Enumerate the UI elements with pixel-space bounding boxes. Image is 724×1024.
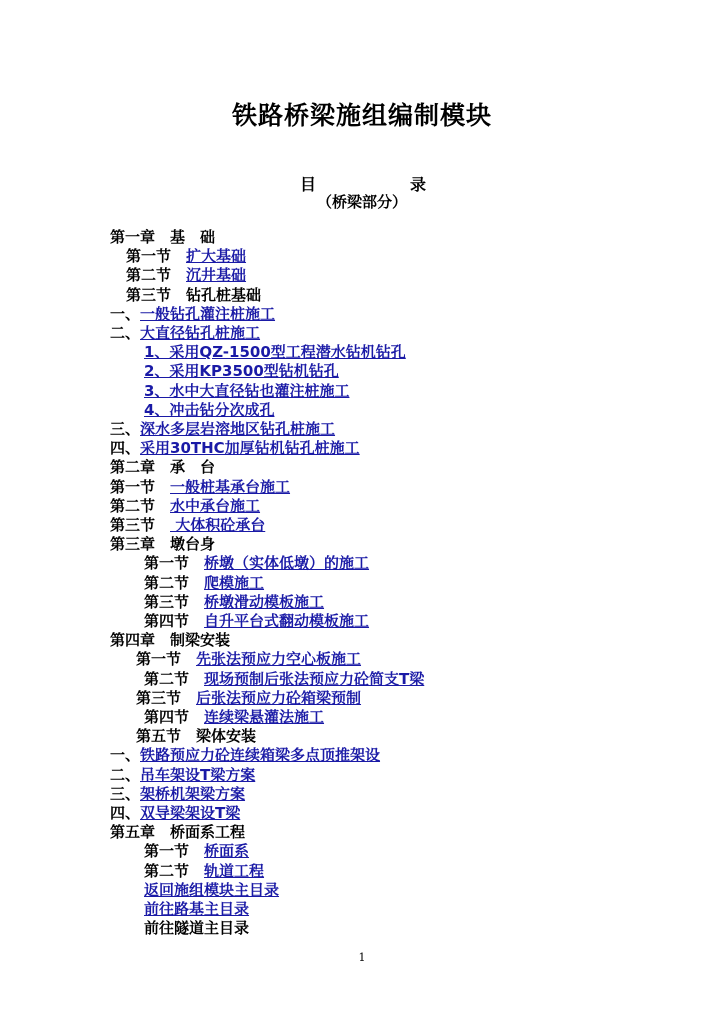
toc-entry[interactable] bbox=[144, 382, 349, 401]
toc-entry bbox=[110, 228, 215, 247]
toc-entry-link[interactable]: 4、冲击钻分次成孔 bbox=[144, 400, 275, 419]
toc-entry-link[interactable]: 自升平台式翻动模板施工 bbox=[204, 612, 370, 630]
toc-entry-prefix: 第二节 bbox=[144, 573, 205, 592]
document-title: 铁路桥梁施组编制模块 bbox=[231, 101, 492, 130]
toc-entry-prefix: 第二章 承 台 bbox=[110, 458, 216, 477]
toc-entry-prefix: 第三节 bbox=[144, 592, 205, 611]
toc-entry[interactable] bbox=[144, 862, 264, 881]
toc-entry[interactable] bbox=[144, 612, 369, 631]
toc-entry-link[interactable]: 桥墩滑动模板施工 bbox=[204, 592, 325, 611]
toc-entry bbox=[110, 458, 215, 477]
toc-entry-link[interactable]: 桥墩（实体低墩）的施工 bbox=[204, 554, 370, 573]
toc-entry-prefix: 第四章 制梁安装 bbox=[110, 631, 231, 650]
toc-entry-label: 前往隧道主目录 bbox=[144, 919, 250, 938]
toc-entry-prefix: 第二节 bbox=[144, 669, 205, 688]
toc-entry[interactable] bbox=[144, 362, 339, 381]
toc-entry-link[interactable]: 扩大基础 bbox=[186, 247, 247, 266]
toc-entry[interactable] bbox=[144, 900, 249, 919]
toc-entry-link[interactable]: 桥面系 bbox=[204, 842, 250, 861]
toc-entry bbox=[110, 631, 230, 650]
toc-entry-prefix: 第一节 bbox=[144, 842, 205, 861]
toc-entry[interactable] bbox=[144, 554, 369, 573]
toc-subtitle: （桥梁部分） bbox=[316, 193, 407, 211]
toc-entry[interactable] bbox=[110, 516, 265, 535]
toc-entry[interactable] bbox=[110, 497, 260, 516]
toc-entry[interactable] bbox=[144, 343, 406, 362]
toc-entry-link[interactable]: 前往路基主目录 bbox=[144, 900, 250, 918]
toc-entry-link[interactable]: 深水多层岩溶地区钻孔桩施工 bbox=[140, 420, 336, 438]
toc-entry-prefix: 第三章 墩台身 bbox=[110, 535, 216, 554]
toc-entry[interactable] bbox=[110, 766, 255, 785]
toc-entry-prefix: 第五章 桥面系工程 bbox=[110, 823, 246, 842]
toc-entry bbox=[110, 823, 245, 842]
toc-entry-link[interactable]: 一般桩基承台施工 bbox=[170, 477, 291, 496]
toc-entry-label: 钻孔桩基础 bbox=[186, 285, 262, 304]
toc-entry-prefix: 第三节 bbox=[136, 688, 197, 707]
toc-entry bbox=[110, 535, 215, 554]
toc-entry-link[interactable]: 后张法预应力砼箱梁预制 bbox=[196, 688, 362, 707]
toc-entry-link[interactable]: 爬模施工 bbox=[204, 573, 265, 592]
toc-entry[interactable] bbox=[136, 650, 361, 669]
toc-entry-link[interactable]: 大直径钻孔桩施工 bbox=[140, 324, 261, 342]
toc-entry[interactable] bbox=[144, 708, 324, 727]
toc-entry-link[interactable]: 架桥机架梁方案 bbox=[140, 784, 246, 803]
toc-entry bbox=[144, 919, 249, 938]
toc-entry[interactable] bbox=[110, 324, 260, 343]
toc-entry[interactable] bbox=[144, 401, 274, 420]
toc-entry-prefix: 第四节 bbox=[144, 708, 205, 726]
toc-entry-link[interactable]: 吊车架设T梁方案 bbox=[140, 765, 256, 784]
toc-entry-link[interactable]: 采用30THC加厚钻机钻孔桩施工 bbox=[140, 439, 360, 458]
toc-entry[interactable] bbox=[110, 746, 380, 765]
toc-entry-prefix: 第二节 bbox=[144, 861, 205, 880]
toc-entry-prefix: 第三节 bbox=[110, 516, 171, 534]
toc-entry-prefix: 第一章 基 础 bbox=[110, 228, 216, 246]
toc-entry-link[interactable]: 一般钻孔灌注桩施工 bbox=[140, 304, 276, 323]
toc-entry-prefix: 一、 bbox=[110, 304, 141, 323]
toc-entry[interactable] bbox=[110, 785, 245, 804]
toc-entry[interactable] bbox=[110, 804, 240, 823]
toc-entry[interactable] bbox=[110, 478, 290, 497]
toc-entry-link[interactable]: 先张法预应力空心板施工 bbox=[196, 650, 362, 669]
toc-entry[interactable] bbox=[144, 574, 264, 593]
toc-entry[interactable] bbox=[110, 439, 360, 458]
toc-entry bbox=[136, 727, 256, 746]
toc-entry-link[interactable]: 铁路预应力砼连续箱梁多点顶推架设 bbox=[140, 746, 381, 765]
toc-entry[interactable] bbox=[110, 420, 335, 439]
toc-entry-link[interactable]: 3、水中大直径钻也灌注桩施工 bbox=[144, 381, 350, 400]
toc-entry bbox=[126, 286, 261, 305]
toc-entry-prefix: 第一节 bbox=[136, 650, 197, 669]
toc-entry[interactable] bbox=[126, 266, 246, 285]
toc-entry-link[interactable]: 轨道工程 bbox=[204, 861, 265, 880]
toc-entry-link[interactable]: 沉井基础 bbox=[186, 266, 247, 285]
toc-entry[interactable] bbox=[144, 881, 279, 900]
toc-entry-link[interactable]: 2、采用KP3500型钻机钻孔 bbox=[144, 362, 339, 381]
toc-entry[interactable] bbox=[144, 593, 324, 612]
toc-entry-prefix: 二、 bbox=[110, 765, 141, 784]
toc-entry[interactable] bbox=[136, 689, 361, 708]
toc-entry-prefix: 第一节 bbox=[144, 554, 205, 573]
toc-entry[interactable] bbox=[110, 305, 275, 324]
toc-entry-prefix: 三、 bbox=[110, 420, 141, 438]
toc-entry-prefix: 第五节 梁体安装 bbox=[136, 727, 257, 746]
toc-entry-prefix: 第三节 bbox=[126, 285, 187, 304]
toc-entry-prefix: 三、 bbox=[110, 784, 141, 803]
toc-entry-prefix: 四、 bbox=[110, 439, 141, 458]
page-number: 1 bbox=[358, 951, 366, 964]
toc-entry-prefix: 二、 bbox=[110, 324, 141, 342]
toc-entry-link[interactable]: 双导梁架设T梁 bbox=[140, 804, 241, 822]
toc-entry[interactable] bbox=[144, 842, 249, 861]
toc-entry-prefix: 第四节 bbox=[144, 612, 205, 630]
toc-entry-link[interactable]: 大体积砼承台 bbox=[170, 516, 266, 534]
toc-heading-char-1: 目 bbox=[300, 175, 317, 194]
toc-entry[interactable] bbox=[144, 670, 424, 689]
toc-entry-link[interactable]: 连续梁悬灌法施工 bbox=[204, 708, 325, 726]
toc-entry-prefix: 第一节 bbox=[110, 477, 171, 496]
toc-entry-prefix: 第二节 bbox=[126, 266, 187, 285]
toc-entry-prefix: 四、 bbox=[110, 804, 141, 822]
toc-entry-link[interactable]: 水中承台施工 bbox=[170, 496, 261, 515]
toc-entry-prefix: 第一节 bbox=[126, 247, 187, 266]
toc-entry-link[interactable]: 返回施组模块主目录 bbox=[144, 880, 280, 899]
toc-entry-link[interactable]: 现场预制后张法预应力砼简支T梁 bbox=[204, 669, 425, 688]
toc-entry-link[interactable]: 1、采用QZ-1500型工程潜水钻机钻孔 bbox=[144, 343, 406, 362]
toc-entry[interactable] bbox=[126, 247, 246, 266]
toc-entry-prefix: 一、 bbox=[110, 746, 141, 765]
toc-heading-char-2: 录 bbox=[410, 175, 427, 194]
toc-entry-prefix: 第二节 bbox=[110, 496, 171, 515]
